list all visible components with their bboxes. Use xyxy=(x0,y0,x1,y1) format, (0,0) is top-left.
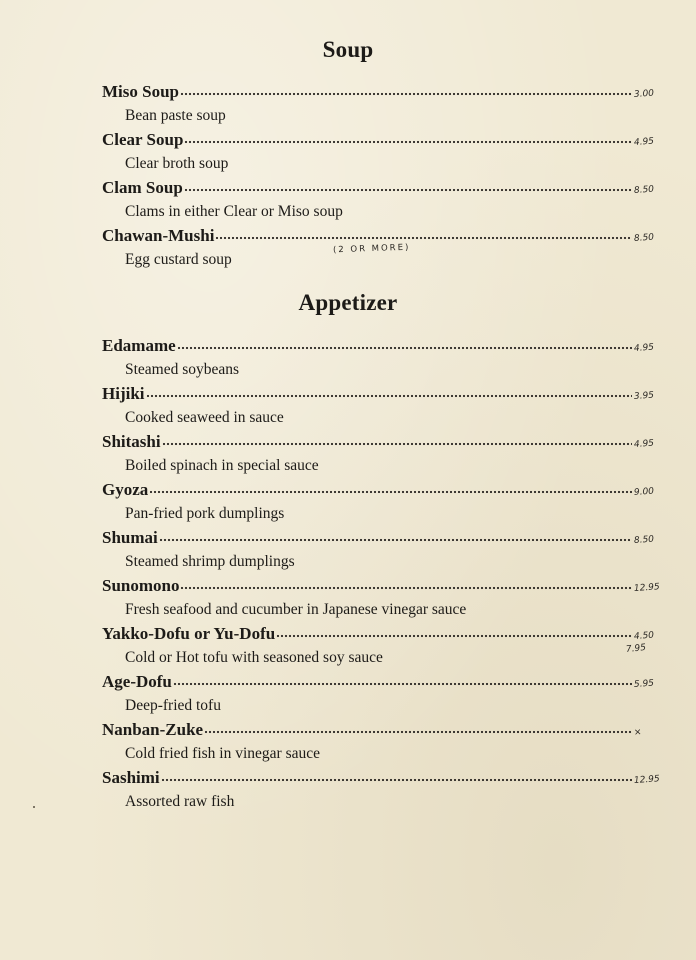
item-description: Clams in either Clear or Miso soup xyxy=(125,203,343,220)
soup-section-title: Soup xyxy=(322,37,374,62)
menu-item-miso-soup xyxy=(102,82,662,128)
item-price: 9.00 xyxy=(633,486,655,498)
item-name: Clear Soup xyxy=(102,130,184,149)
appetizer-section-title: Appetizer xyxy=(298,290,398,315)
item-name: Chawan-Mushi xyxy=(102,226,215,245)
item-name: Clam Soup xyxy=(102,178,183,197)
item-price: 8.50 xyxy=(633,184,655,196)
item-name: Shumai xyxy=(102,528,158,547)
menu-item-clear-soup xyxy=(102,130,662,176)
item-description: Cold fried fish in vinegar sauce xyxy=(125,745,320,762)
item-description: Steamed shrimp dumplings xyxy=(125,553,295,570)
item-name: Miso Soup xyxy=(102,82,179,101)
menu-item-sunomono xyxy=(102,576,662,622)
dot-leader xyxy=(173,682,632,686)
item-description: Steamed soybeans xyxy=(125,361,240,378)
item-name: Sashimi xyxy=(102,768,160,787)
item-price: 3.95 xyxy=(633,390,655,402)
dot-leader xyxy=(184,188,632,192)
item-name: Shitashi xyxy=(102,432,161,451)
item-price: 4.95 xyxy=(633,438,655,450)
dot-leader xyxy=(276,634,632,638)
item-description: Pan-fried pork dumplings xyxy=(125,505,285,522)
item-description: Assorted raw fish xyxy=(125,793,235,810)
dot-leader xyxy=(161,778,632,782)
item-price: 4.95 xyxy=(633,136,655,148)
item-name: Sunomono xyxy=(102,576,180,595)
item-price: 4.95 xyxy=(633,342,655,354)
menu-item-edamame xyxy=(102,336,662,382)
item-price: 12.95 xyxy=(633,582,661,594)
dot-leader xyxy=(162,442,632,446)
dot-leader xyxy=(159,538,632,542)
item-name: Yakko-Dofu or Yu-Dofu xyxy=(102,624,276,643)
dot-leader xyxy=(149,490,632,494)
menu-item-nanban-zuke xyxy=(102,720,662,766)
menu-item-clam-soup xyxy=(102,178,662,224)
dot-leader xyxy=(146,394,632,398)
item-price: 8.50 xyxy=(633,534,655,546)
item-description: Fresh seafood and cucumber in Japanese vinegar sauce xyxy=(125,601,467,618)
item-description: Cooked seaweed in sauce xyxy=(125,409,284,426)
menu-item-sashimi xyxy=(102,768,662,814)
menu-item-yakko-dofu xyxy=(102,624,662,670)
item-description: Deep-fried tofu xyxy=(125,697,221,714)
dot-leader xyxy=(184,140,632,144)
item-name: Age-Dofu xyxy=(102,672,172,691)
handwritten-second-price: 7.95 xyxy=(625,642,647,656)
menu-item-gyoza xyxy=(102,480,662,526)
menu-item-shumai xyxy=(102,528,662,574)
menu-item-age-dofu xyxy=(102,672,662,718)
item-name: Nanban-Zuke xyxy=(102,720,204,739)
item-price: 3.00 xyxy=(633,88,655,100)
menu-item-shitashi xyxy=(102,432,662,478)
handwritten-note: (2 OR MORE) xyxy=(332,242,411,256)
item-price: 5.95 xyxy=(633,678,655,690)
item-price: 12.95 xyxy=(633,774,661,786)
item-description: Bean paste soup xyxy=(125,107,226,124)
item-description: Clear broth soup xyxy=(125,155,229,172)
dot-leader xyxy=(177,346,632,350)
item-name: Edamame xyxy=(102,336,176,355)
item-price: 4.50 xyxy=(633,630,655,642)
dot-leader xyxy=(215,236,632,240)
item-description: Egg custard soup xyxy=(125,251,232,268)
dot-leader xyxy=(204,730,632,734)
item-price: × xyxy=(633,727,642,738)
item-description: Boiled spinach in special sauce xyxy=(125,457,319,474)
paper-speck xyxy=(33,806,35,808)
item-description: Cold or Hot tofu with seasoned soy sauce xyxy=(125,649,383,666)
item-name: Hijiki xyxy=(102,384,145,403)
item-name: Gyoza xyxy=(102,480,149,499)
item-price: 8.50 xyxy=(633,232,655,244)
menu-item-hijiki xyxy=(102,384,662,430)
dot-leader xyxy=(180,92,632,96)
dot-leader xyxy=(180,586,632,590)
